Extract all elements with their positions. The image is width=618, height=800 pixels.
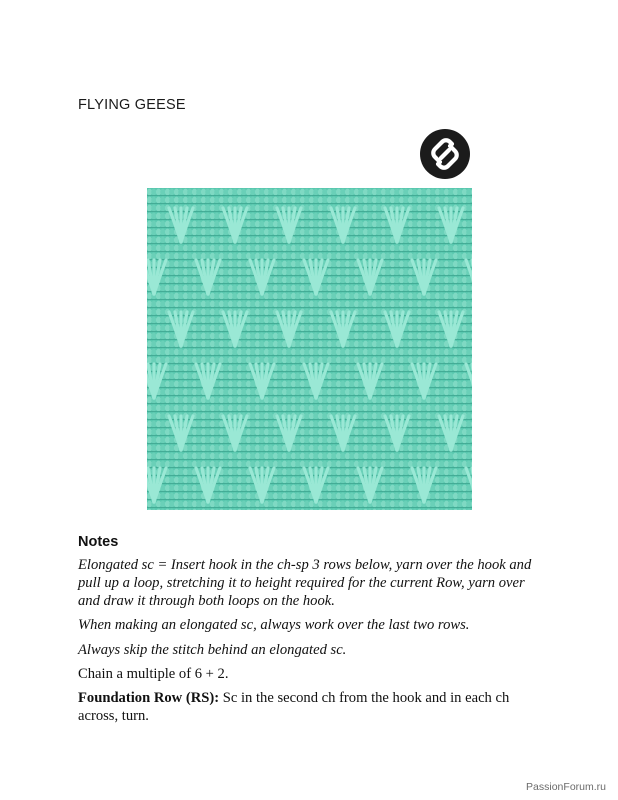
watermark: PassionForum.ru <box>526 781 606 793</box>
link-logo-icon <box>420 129 470 179</box>
note-skip-stitch: Always skip the stitch behind an elongated sc. <box>78 642 347 658</box>
crochet-swatch-image <box>147 188 472 510</box>
note-work-over: When making an elongated sc, always work over the last two rows. <box>78 617 470 633</box>
page-title: FLYING GEESE <box>78 97 186 113</box>
foundation-row-label: Foundation Row (RS): <box>78 690 220 706</box>
notes-heading: Notes <box>78 534 119 550</box>
foundation-row-text: Sc in the second ch from the hook and in each ch across, turn. <box>78 690 510 724</box>
chain-instruction: Chain a multiple of 6 + 2. <box>78 666 229 682</box>
foundation-row <box>78 689 548 725</box>
note-elongated-sc: Elongated sc = Insert hook in the ch-sp 3 rows below, yarn over the hook and pull up a loop, stretching it to height required for the current Row, yarn over and draw it through both loops on the hook. <box>78 557 532 609</box>
